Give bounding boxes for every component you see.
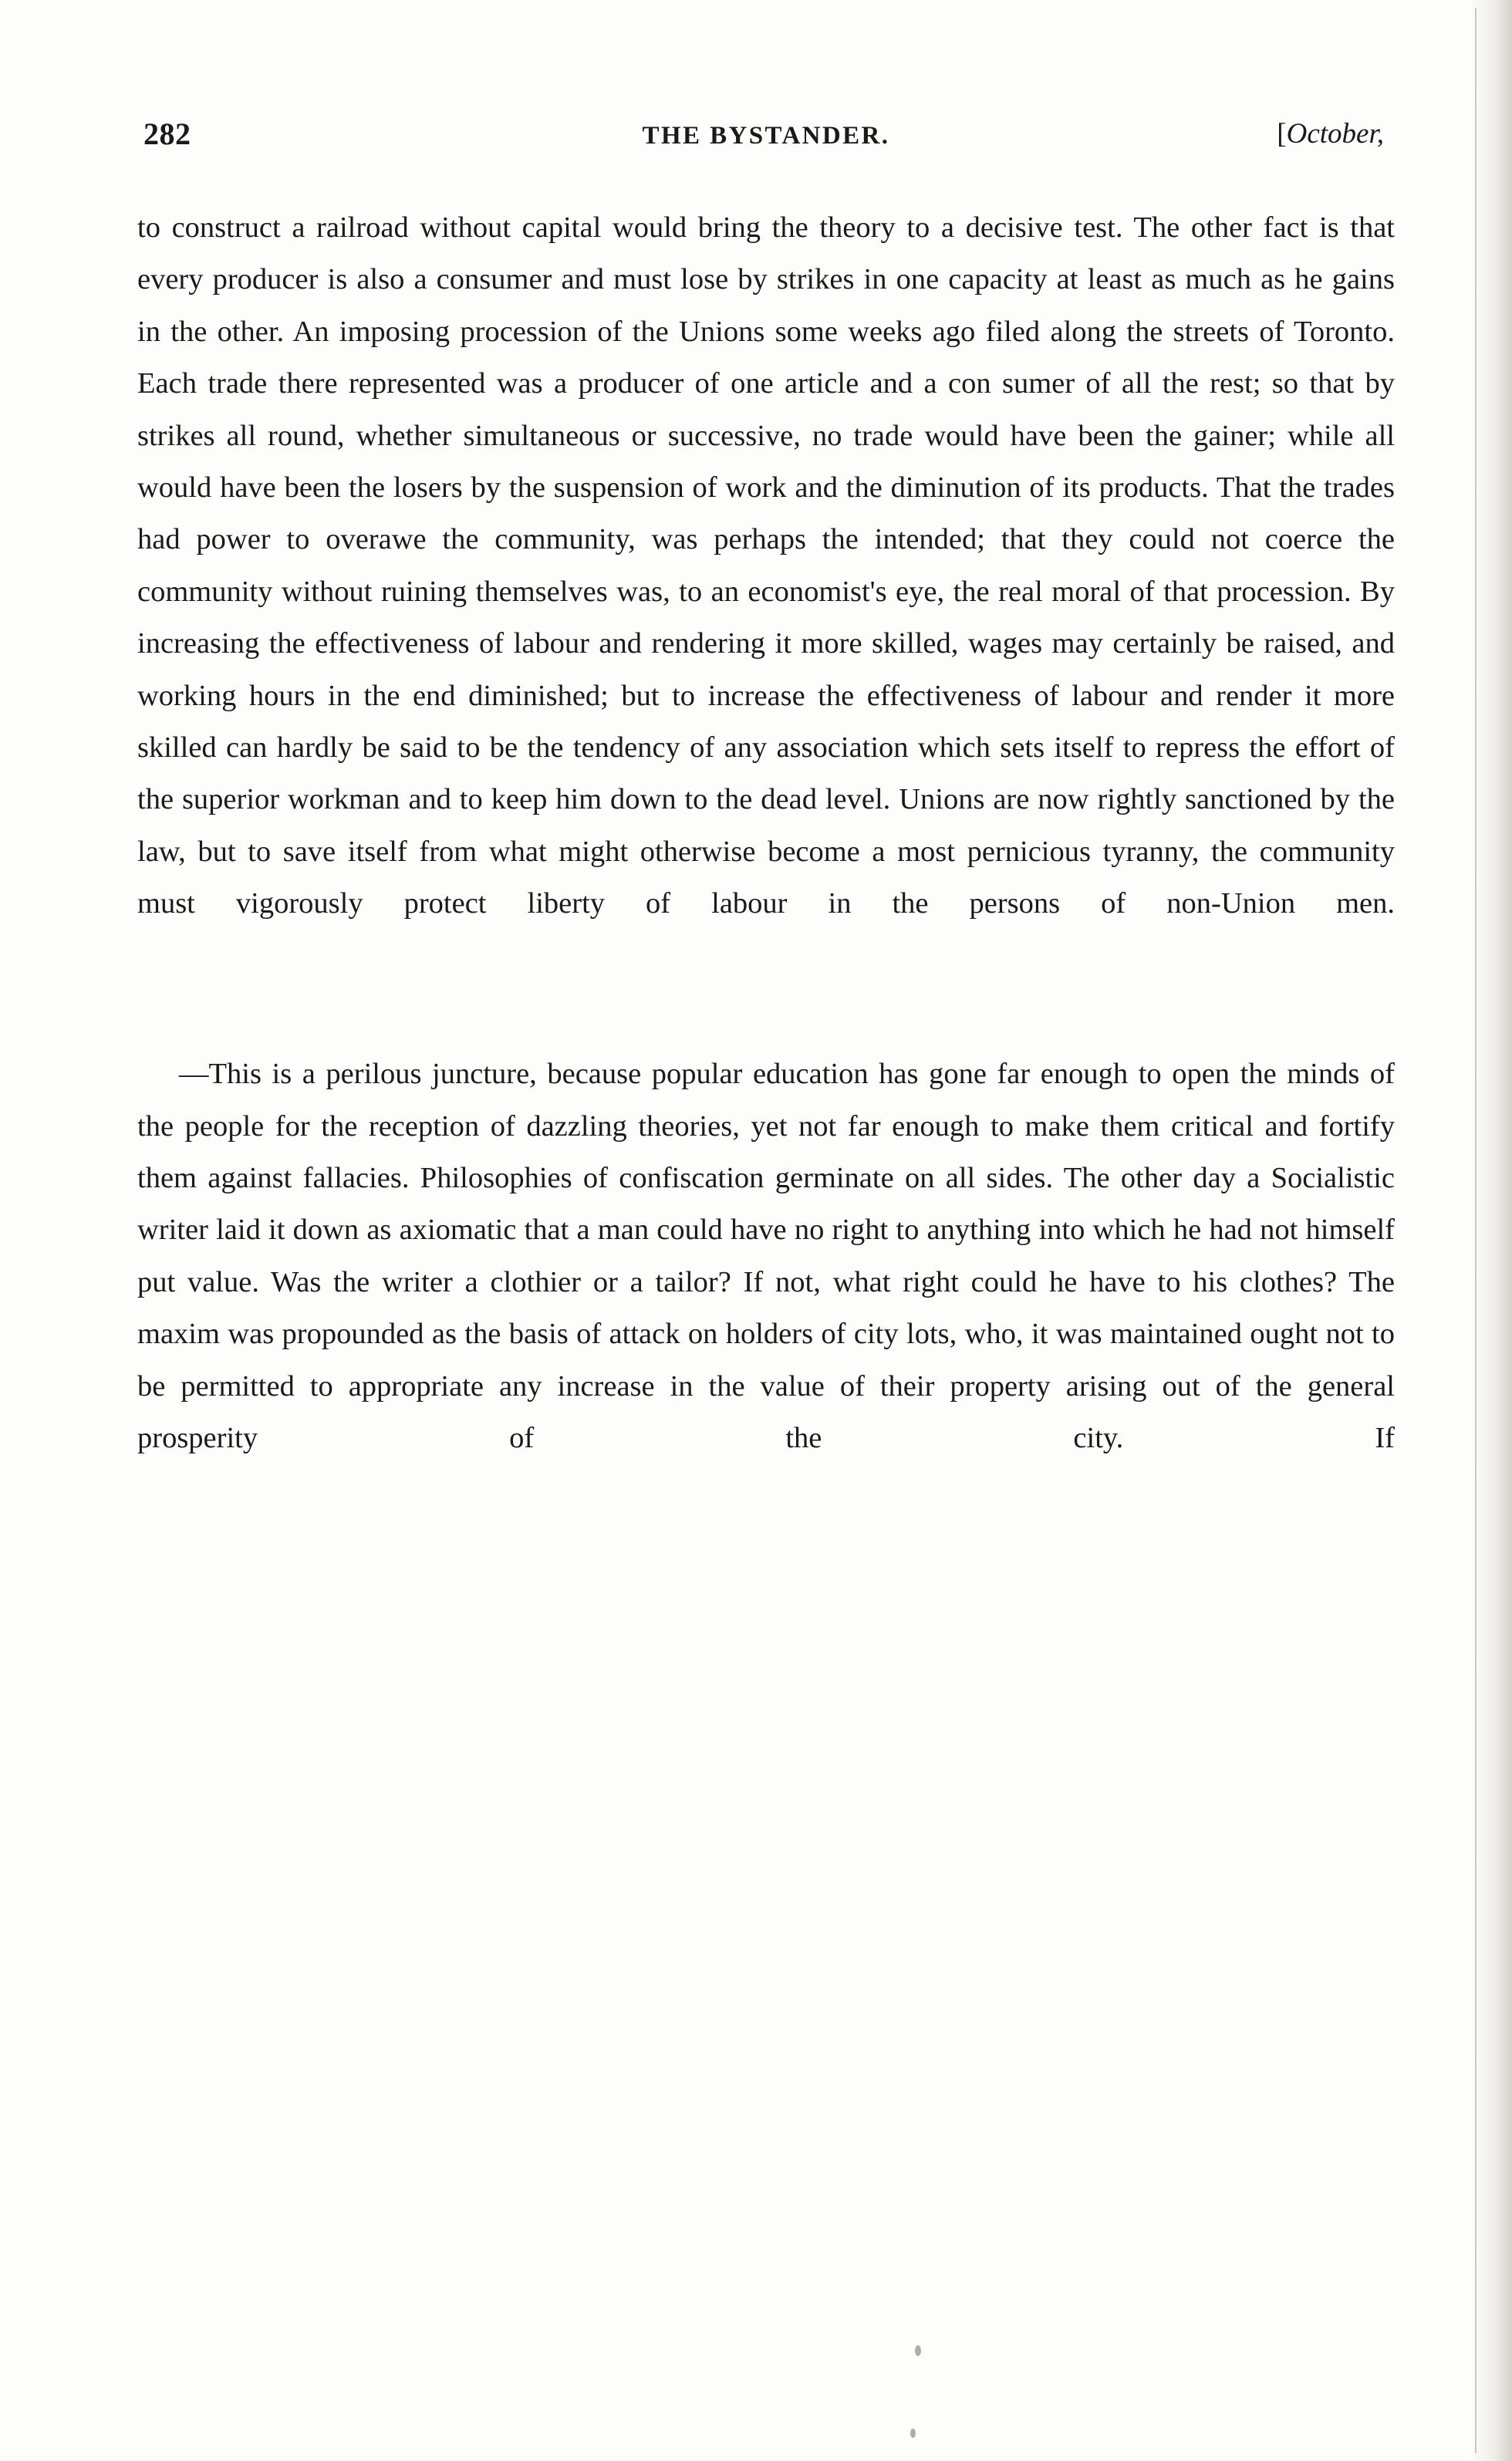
running-head — [137, 116, 1395, 176]
scan-speck — [915, 2345, 921, 2356]
paragraph-perilous-juncture: —This is a perilous juncture, because popular education has gone far enough to open the minds of the people for the reception of dazzling theories, yet not far enough to make them critical and fortify them against fallacies. Philosophies of confiscation germinate on all sides. The other day a Socialistic writer laid it down as axiomatic that a man could have no right to anything into which he had not himself put value. Was the writer a clothier or a tailor? If not, what right could he have to his clothes? The maxim was propounded as the basis of attack on holders of city lots, who, it was maintained ought not to be permitted to appropriate any increase in the value of their property arising out of the general prosperity of the city. If — [137, 1058, 1395, 1454]
scan-edge-rule — [1475, 8, 1477, 2453]
date-bracket: [ — [1277, 118, 1287, 150]
issue-date — [1277, 117, 1384, 150]
date-month: October, — [1286, 118, 1384, 150]
scan-edge-shadow — [1470, 0, 1512, 2461]
paragraph-continuation: to construct a railroad without capital would bring the theory to a decisive test. The other fact is that every producer is also a consumer and must lose by strikes in one capacity at least as much as he gains in the other. An imposing procession of the Unions some weeks ago filed along the streets of Toronto. Each trade there represented was a producer of one article and a con sumer of all the rest; so that by strikes all round, whether simultaneous or successive, no trade would have been the gainer; while all would have been the losers by the suspension of work and the diminution of its products. That the trades had power to overawe the community, was perhaps the intended; that they could not coerce the community without ruining themselves was, to an economist's eye, the real moral of that procession. By increasing the effectiveness of labour and rendering it more skilled, wages may certainly be raised, and working hours in the end diminished; but to increase the effectiveness of labour and render it more skilled can hardly be said to be the tendency of any association which sets itself to repress the effort of the superior workman and to keep him down to the dead level. Unions are now rightly sanctioned by the law, but to save itself from what might otherwise become a most pernicious tyranny, the community must vigorously protect liberty of labour in the persons of non-Union men. — [137, 211, 1395, 920]
page-content — [137, 116, 1395, 1517]
running-title: THE BYSTANDER. — [642, 122, 890, 150]
scan-speck — [910, 2429, 916, 2438]
page-number: 282 — [143, 116, 191, 151]
